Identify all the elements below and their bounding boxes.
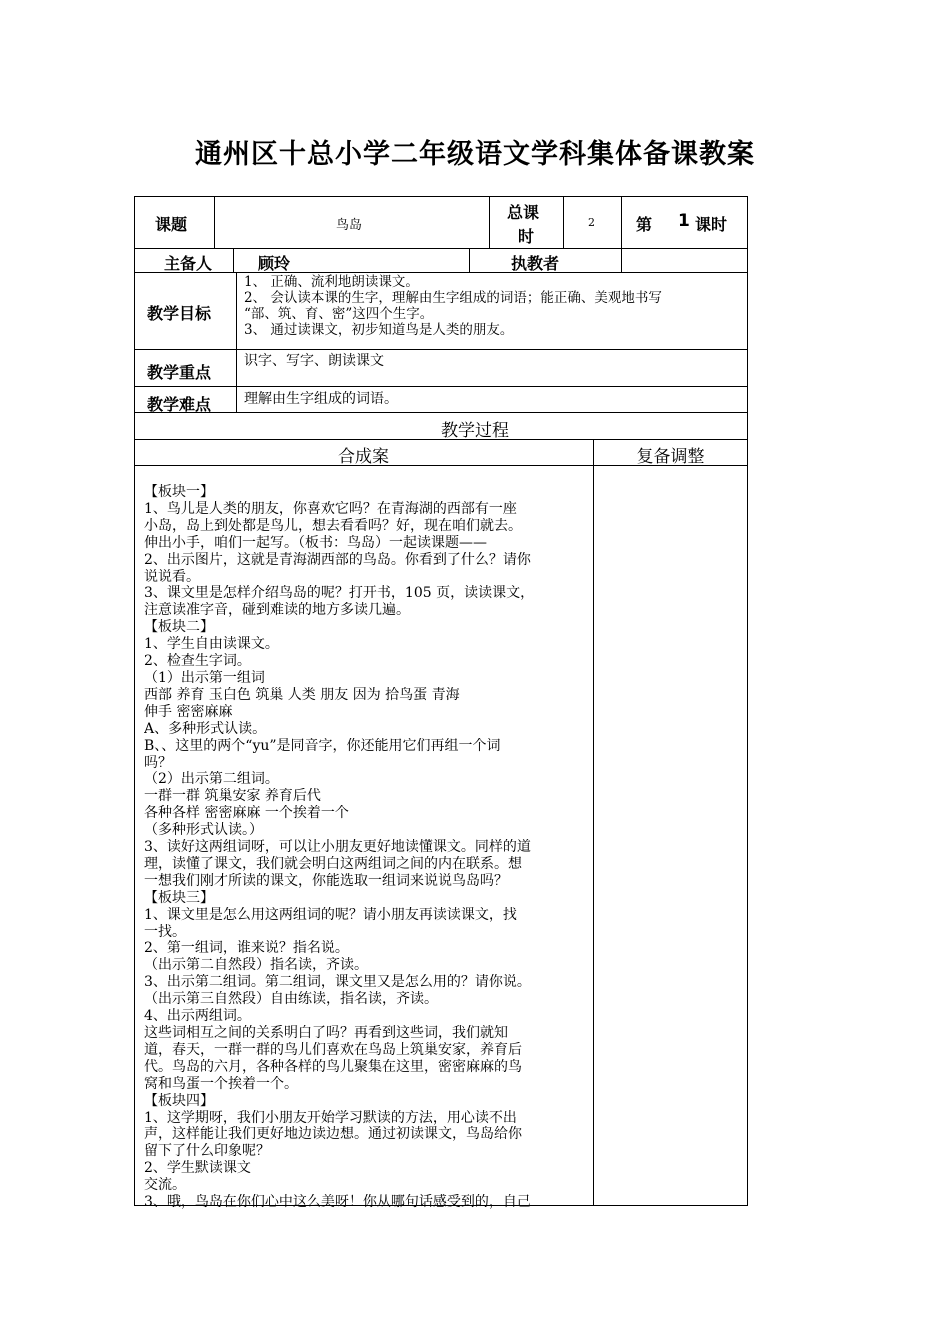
plan-line: 留下了什么印象呢？ — [144, 1143, 270, 1160]
plan-line: 4、出示两组词。 — [144, 1008, 251, 1025]
goal-line: 3、 通过读课文，初步知道鸟是人类的朋友。 — [244, 322, 514, 338]
plan-line: 伸出小手，咱们一起写。（板书：鸟岛）一起读课题—— — [144, 534, 487, 551]
goals-label: 教学目标 — [147, 304, 212, 323]
lesson-prefix: 第 — [636, 215, 653, 234]
key-points-value: 识字、写字、朗读课文 — [244, 353, 384, 369]
plan-line: 伸手 密密麻麻 — [144, 703, 233, 720]
plan-line: 交流。 — [144, 1177, 186, 1194]
plan-body — [144, 484, 590, 1211]
col-divider — [593, 439, 594, 1206]
preparer-label: 主备人 — [164, 254, 213, 273]
row-divider — [134, 349, 748, 350]
page-title: 通州区十总小学二年级语文学科集体备课教案 — [195, 139, 755, 170]
plan-column-header: 合成案 — [338, 447, 389, 467]
goal-line: 1、 正确、流利地朗读课文。 — [244, 274, 419, 290]
plan-line: 1、课文里是怎么用这两组词的呢？请小朋友再读读课文，找 — [144, 906, 517, 923]
total-hours-label-line2: 时 — [518, 227, 535, 246]
row-divider — [134, 272, 748, 273]
key-points-label: 教学重点 — [147, 363, 212, 382]
teacher-label: 执教者 — [511, 254, 560, 273]
total-hours-label-line1: 总课 — [507, 203, 540, 222]
plan-line: 【板块一】 — [144, 484, 214, 500]
goal-line: “部、筑、育、密”这四个生字。 — [244, 306, 434, 322]
row-divider — [134, 386, 748, 387]
plan-line: （2）出示第二组词。 — [144, 771, 279, 788]
lesson-suffix: 课时 — [695, 215, 728, 234]
plan-line: 1、鸟儿是人类的朋友，你喜欢它吗？在青海湖的西部有一座 — [144, 500, 517, 517]
plan-line: 这些词相互之间的关系明白了吗？再看到这些词，我们就知 — [144, 1025, 508, 1041]
topic-label: 课题 — [155, 215, 188, 234]
row-divider — [134, 248, 748, 249]
plan-line: 2、检查生字词。 — [144, 653, 251, 670]
plan-line: 吗？ — [144, 754, 172, 771]
col-divider — [489, 196, 490, 248]
plan-line: 代。鸟岛的六月，各种各样的鸟儿聚集在这里，密密麻麻的鸟 — [144, 1058, 522, 1075]
plan-line: 声，这样能让我们更好地边读边想。通过初读课文，鸟岛给你 — [144, 1126, 522, 1143]
goals-list — [244, 274, 662, 338]
plan-line: 西部 养育 玉白色 筑巢 人类 朋友 因为 拾鸟蛋 青海 — [144, 686, 460, 703]
plan-line: 小岛，岛上到处都是鸟儿，想去看看吗？好，现在咱们就去。 — [144, 517, 522, 534]
total-hours-value: 2 — [588, 216, 595, 229]
plan-line: 一找。 — [144, 923, 186, 940]
plan-line: 1、这学期呀，我们小朋友开始学习默读的方法，用心读不出 — [144, 1109, 517, 1126]
plan-line: B、、这里的两个“yu”是同音字，你还能用它们再组一个词 — [144, 737, 501, 754]
adjustment-column-header: 复备调整 — [636, 447, 705, 467]
goal-line: 2、 会认读本课的生字，理解由生字组成的词语；能正确、美观地书写 — [244, 290, 662, 306]
col-divider — [469, 248, 470, 272]
plan-line: （出示第二自然段）指名读，齐读。 — [144, 957, 368, 974]
plan-line: 2、第一组词，谁来说？指名说。 — [144, 940, 349, 957]
col-divider — [214, 196, 215, 248]
plan-line: 说说看。 — [144, 568, 200, 585]
plan-line: 2、出示图片，这就是青海湖西部的鸟岛。你看到了什么？请你 — [144, 551, 531, 568]
plan-line: 3、出示第二组词。第二组词，课文里又是怎么用的？请你说。 — [144, 974, 531, 991]
plan-line: 【板块二】 — [144, 619, 214, 636]
plan-line: 1、学生自由读课文。 — [144, 636, 279, 653]
lesson-number: 1 — [678, 211, 690, 231]
plan-line: 注意读准字音，碰到难读的地方多读几遍。 — [144, 602, 410, 619]
plan-line: 3、课文里是怎样介绍鸟岛的呢？打开书，105 页，读读课文， — [144, 585, 535, 602]
preparer-value: 顾玲 — [258, 254, 291, 273]
plan-line: （出示第三自然段）自由练读，指名读，齐读。 — [144, 991, 438, 1008]
plan-line: 各种各样 密密麻麻 一个挨着一个 — [144, 805, 349, 822]
plan-line: 【板块四】 — [144, 1092, 214, 1109]
col-divider — [233, 248, 234, 272]
difficulties-value: 理解由生字组成的词语。 — [244, 391, 398, 407]
plan-line: 窝和鸟蛋一个挨着一个。 — [144, 1075, 298, 1092]
plan-line: A、多种形式认读。 — [144, 720, 267, 737]
col-divider — [563, 196, 564, 248]
plan-line: （多种形式认读。） — [144, 822, 263, 839]
plan-line: 3、读好这两组词呀，可以让小朋友更好地读懂课文。同样的道 — [144, 839, 531, 856]
plan-line: 3、哦，鸟岛在你们心中这么美呀！你从哪句话感受到的，自己 — [144, 1194, 531, 1211]
plan-line: 【板块三】 — [144, 889, 214, 906]
topic-value: 鸟岛 — [336, 218, 363, 233]
col-divider — [236, 272, 237, 412]
row-divider — [134, 412, 748, 413]
plan-line: 一想我们刚才所读的课文，你能选取一组词来说说鸟岛吗？ — [144, 872, 508, 889]
plan-line: 理，读懂了课文，我们就会明白这两组词之间的内在联系。想 — [144, 855, 522, 872]
difficulties-label: 教学难点 — [147, 395, 212, 414]
process-title: 教学过程 — [441, 421, 509, 441]
plan-line: 道，春天，一群一群的鸟儿们喜欢在鸟岛上筑巢安家，养育后 — [144, 1041, 522, 1058]
col-divider — [621, 196, 622, 272]
plan-line: 一群一群 筑巢安家 养育后代 — [144, 788, 321, 805]
plan-line: 2、学生默读课文 — [144, 1160, 251, 1177]
plan-line: （1）出示第一组词 — [144, 669, 265, 686]
